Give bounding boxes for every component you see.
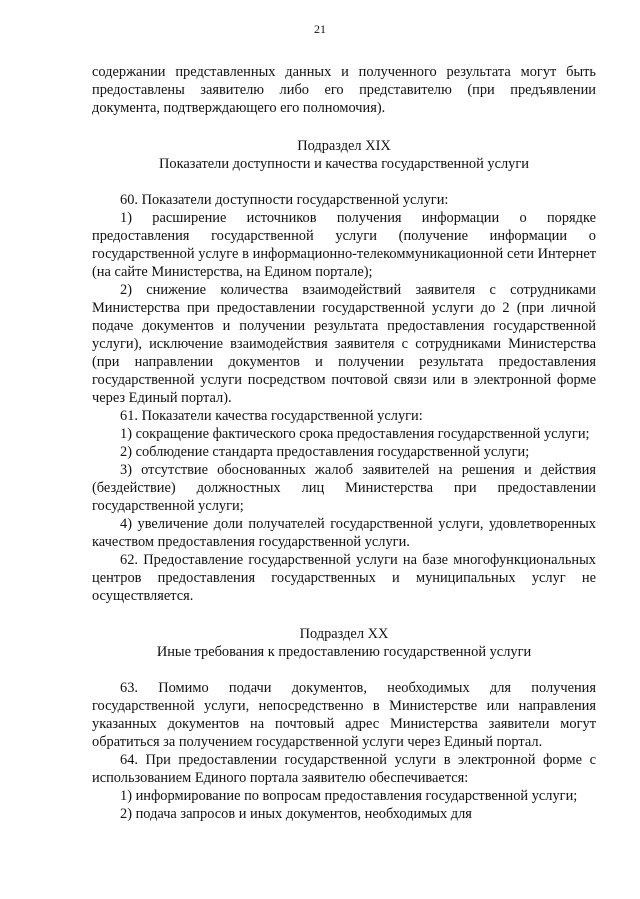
paragraph-64-item-2: 2) подача запросов и иных документов, необходимых для bbox=[120, 806, 472, 822]
paragraph-61: 61. Показатели качества государственной услуги: bbox=[120, 408, 423, 424]
paragraph-64: 64. При предоставлении государственной услуги в электронной форме с использованием Единого портала заявителю обеспечивается: bbox=[92, 752, 596, 786]
section-19-title: Подраздел XIX bbox=[297, 138, 391, 154]
intro-paragraph: содержании представленных данных и полученного результата могут быть предоставлены заявителю либо его представителю (при предъявлении документа, подтверждающего его полномочия). bbox=[92, 64, 596, 116]
paragraph-60-item-2: 2) снижение количества взаимодействий заявителя с сотрудниками Министерства при предоставлении государственной услуги до 2 (при личной подаче документов и получении результата предоставления государственной услуги), исключение взаимодействия заявителя с сотрудниками Министерства (при направлении документов и получении результата предоставления государственной услуги посредством почтовой связи или в электронной форме через Единый портал). bbox=[92, 282, 596, 406]
page-number: 21 bbox=[314, 22, 326, 36]
section-19-heading bbox=[92, 137, 596, 173]
paragraph-63: 63. Помимо подачи документов, необходимых для получения государственной услуги, непосредственно в Министерстве или направления указанных документов на почтовый адрес Министерства заявители могут обратиться за получением государственной услуги через Единый портал. bbox=[92, 680, 596, 750]
section-20-heading bbox=[92, 625, 596, 661]
section-19-subtitle: Показатели доступности и качества государственной услуги bbox=[159, 156, 529, 172]
paragraph-60-item-1: 1) расширение источников получения информации о порядке предоставления государственной услуги (получение информации о государственной услуге в информационно-телекоммуникационной сети Интернет (на сайте Министерства, на Едином портале); bbox=[92, 210, 596, 280]
paragraph-62: 62. Предоставление государственной услуги на базе многофункциональных центров предоставления государственных и муниципальных услуг не осуществляется. bbox=[92, 552, 596, 604]
paragraph-60: 60. Показатели доступности государственной услуги: bbox=[120, 192, 449, 208]
paragraph-64-item-1: 1) информирование по вопросам предоставления государственной услуги; bbox=[120, 788, 578, 804]
paragraph-61-item-1: 1) сокращение фактического срока предоставления государственной услуги; bbox=[120, 426, 590, 442]
paragraph-61-item-3: 3) отсутствие обоснованных жалоб заявителей на решения и действия (бездействие) должностных лиц Министерства при предоставлении государственной услуги; bbox=[92, 462, 596, 514]
paragraph-61-item-4: 4) увеличение доли получателей государственной услуги, удовлетворенных качеством предоставления государственной услуги. bbox=[92, 516, 596, 550]
section-20-subtitle: Иные требования к предоставлению государственной услуги bbox=[156, 644, 532, 660]
paragraph-61-item-2: 2) соблюдение стандарта предоставления государственной услуги; bbox=[120, 444, 530, 460]
section-20-title: Подраздел XX bbox=[299, 626, 389, 642]
document-body bbox=[92, 63, 596, 823]
